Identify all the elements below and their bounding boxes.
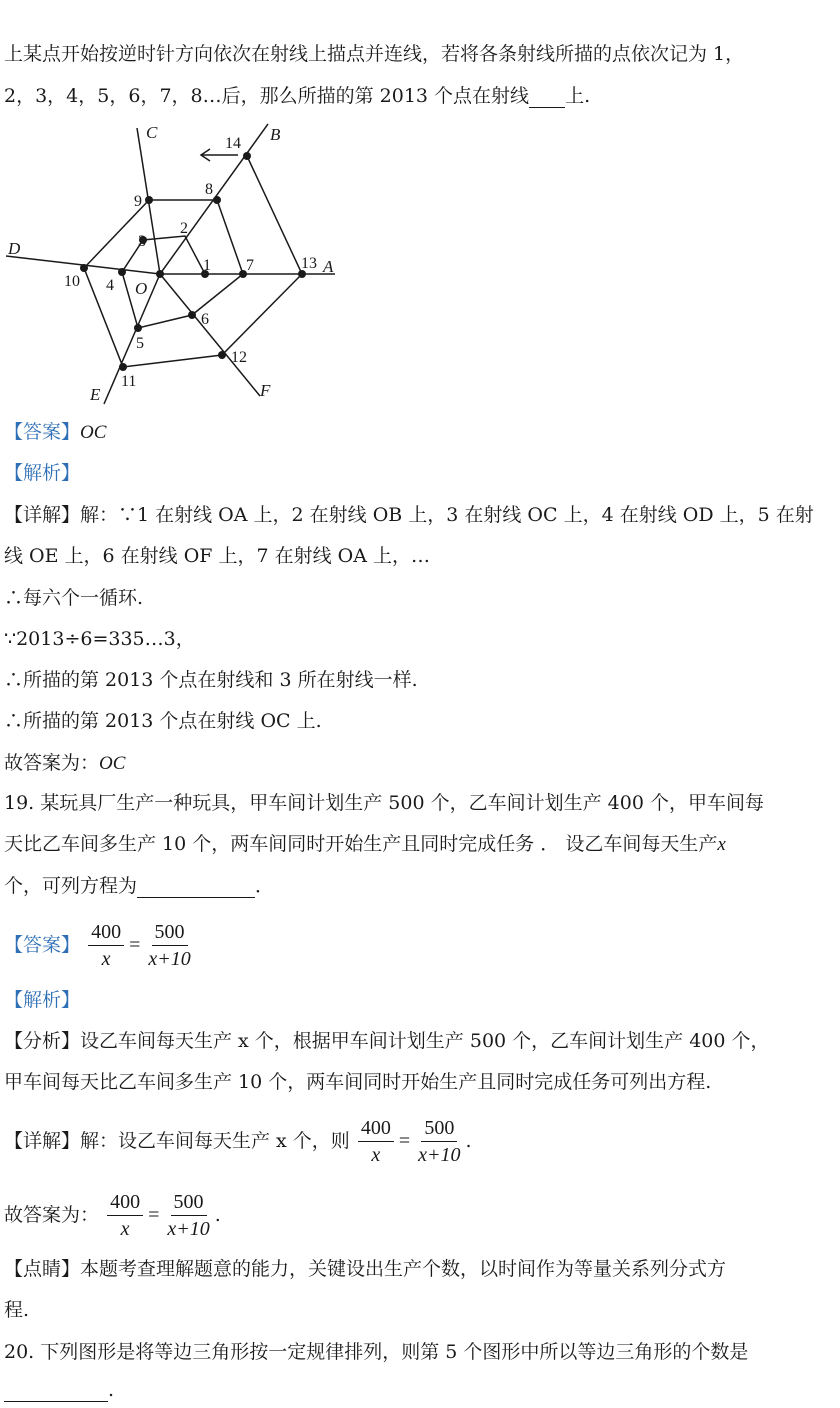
label-ray-b: B — [270, 125, 281, 144]
q18-detail-text1: 解：∵1 在射线 OA 上，2 在射线 OB 上，3 在射线 OC 上，4 在射线 OD 上，5 在射 — [80, 504, 814, 526]
q19-fenxi-tag: 【分析】 — [4, 1030, 81, 1052]
q18-ray-figure — [0, 118, 345, 408]
label-origin: O — [135, 279, 148, 298]
frac-numerator: 400 — [107, 1189, 143, 1216]
label-point-2: 2 — [180, 220, 188, 237]
q19-comment-text1: 本题考查理解题意的能力，关键设出生产个数，以时间作为等量关系列分式方 — [80, 1258, 727, 1280]
q19-answer-frac-right — [145, 919, 193, 972]
point-5 — [134, 324, 142, 332]
q18-step1: ∴每六个一循环. — [4, 587, 144, 609]
equals-sign: = — [148, 1204, 160, 1226]
q19-comment-tag: 【点睛】 — [4, 1258, 81, 1280]
q18-step2: ∵2013÷6=335…3， — [4, 628, 195, 650]
point-11 — [119, 363, 127, 371]
q18-detail-line1 — [4, 503, 814, 527]
q20-answer-blank — [4, 1383, 108, 1402]
label-point-13: 13 — [301, 255, 317, 272]
label-point-8: 8 — [205, 181, 213, 198]
label-point-9: 9 — [134, 193, 142, 210]
q20-text-line2-end: . — [108, 1379, 115, 1401]
label-ray-f: F — [260, 381, 271, 400]
q18-step4: ∴所描的第 2013 个点在射线 OC 上. — [4, 710, 322, 732]
q19-fenxi-line2: 甲车间每天比乙车间多生产 10 个，两车间同时开始生产且同时完成任务可列出方程. — [4, 1071, 712, 1093]
frac-denominator: x+10 — [148, 947, 191, 970]
q19-final — [4, 1184, 221, 1245]
q18-detail-tag: 【详解】 — [4, 504, 81, 526]
q19-answer-tag: 【答案】 — [4, 934, 81, 956]
label-point-1: 1 — [203, 257, 211, 274]
q18-answer-value: OC — [80, 422, 107, 443]
q18-answer-blank — [529, 89, 565, 108]
q18-final-answer — [4, 751, 125, 776]
q18-answer-tag: 【答案】 — [4, 421, 81, 443]
q19-final-end: . — [214, 1204, 221, 1226]
q18-text-line2-a: 2，3，4，5，6，7，8…后，那么所描的第 2013 个点在射线 — [4, 85, 530, 107]
q19-detail — [4, 1110, 472, 1171]
q19-analysis-tag: 【解析】 — [4, 989, 81, 1011]
q18-answer — [4, 420, 106, 445]
frac-denominator: x+10 — [167, 1217, 210, 1240]
q18-detail-line2: 线 OE 上，6 在射线 OF 上，7 在射线 OA 上，… — [4, 545, 430, 567]
q19-comment-line1 — [4, 1257, 726, 1281]
spiral-points — [80, 152, 306, 371]
q19-detail-frac-left — [358, 1115, 394, 1168]
q19-detail-frac-right — [415, 1115, 463, 1168]
label-ray-e: E — [90, 385, 101, 404]
q18-final-value: OC — [99, 753, 126, 774]
q19-detail-tag: 【详解】 — [4, 1130, 81, 1152]
label-ray-c: C — [146, 123, 158, 142]
frac-numerator: 500 — [421, 1115, 457, 1142]
frac-numerator: 400 — [358, 1115, 394, 1142]
spiral-path — [84, 156, 302, 367]
frac-numerator: 400 — [88, 919, 124, 946]
q19-text-line3-a: 个，可列方程为 — [4, 875, 138, 897]
label-point-6: 6 — [201, 311, 209, 328]
q18-text-line1: 上某点开始按逆时针方向依次在射线上描点并连线，若将各条射线所描的点依次记为 1， — [4, 43, 745, 65]
label-point-12: 12 — [231, 349, 247, 366]
ray-of — [160, 274, 260, 396]
label-point-10: 10 — [64, 273, 80, 290]
frac-denominator: x — [371, 1143, 381, 1166]
q19-variable-x: x — [717, 834, 726, 855]
label-ray-a: A — [323, 257, 334, 276]
q19-text-line1: 19. 某玩具厂生产一种玩具，甲车间计划生产 500 个，乙车间计划生产 400 个，甲车间每 — [4, 792, 764, 814]
frac-denominator: x+10 — [418, 1143, 461, 1166]
q19-final-frac-left — [107, 1189, 143, 1242]
point-9 — [145, 196, 153, 204]
frac-denominator: x — [101, 947, 111, 970]
q19-text-line3-b: ． — [255, 875, 275, 897]
q19-answer — [4, 914, 196, 975]
q19-detail-text: 解：设乙车间每天生产 x 个，则 — [80, 1130, 350, 1152]
frac-numerator: 500 — [171, 1189, 207, 1216]
q18-step3: ∴所描的第 2013 个点在射线和 3 所在射线一样. — [4, 669, 418, 691]
q19-final-frac-right — [164, 1189, 212, 1242]
q19-fenxi-text1: 设乙车间每天生产 x 个，根据甲车间计划生产 500 个，乙车间计划生产 400 个， — [80, 1030, 770, 1052]
frac-numerator: 500 — [152, 919, 188, 946]
point-4 — [118, 268, 126, 276]
q19-text-line3 — [4, 874, 274, 898]
point-6 — [188, 311, 196, 319]
point-8 — [213, 196, 221, 204]
equals-sign: = — [129, 934, 141, 956]
q20-text-line2 — [4, 1378, 114, 1402]
label-point-5: 5 — [136, 335, 144, 352]
q19-comment-line2: 程. — [4, 1299, 30, 1321]
label-point-3: 3 — [138, 233, 146, 250]
label-point-7: 7 — [246, 257, 254, 274]
q19-answer-blank — [137, 879, 255, 898]
frac-denominator: x — [120, 1217, 130, 1240]
q19-fenxi-line1 — [4, 1029, 770, 1053]
q19-text-line2 — [4, 832, 726, 857]
q20-text-line1: 20. 下列图形是将等边三角形按一定规律排列，则第 5 个图形中所以等边三角形的个数是 — [4, 1341, 749, 1363]
q19-answer-frac-left — [88, 919, 124, 972]
equals-sign: = — [398, 1130, 411, 1152]
label-point-14: 14 — [225, 135, 241, 152]
point-10 — [80, 264, 88, 272]
q18-analysis-tag: 【解析】 — [4, 462, 81, 484]
label-point-4: 4 — [106, 277, 114, 294]
point-12 — [218, 351, 226, 359]
q19-text-line2-a: 天比乙车间多生产 10 个，两车间同时开始生产且同时完成任务 ． 设乙车间每天生产 — [4, 833, 718, 855]
q18-text-line2 — [4, 84, 590, 108]
q19-final-prefix: 故答案为： — [4, 1204, 100, 1226]
label-ray-d: D — [8, 239, 21, 258]
q18-text-line2-b: 上. — [565, 85, 591, 107]
q19-detail-end: . — [465, 1130, 472, 1152]
point-14 — [243, 152, 251, 160]
q18-final-prefix: 故答案为： — [4, 752, 100, 774]
label-point-11: 11 — [121, 373, 137, 390]
point-o — [156, 270, 164, 278]
